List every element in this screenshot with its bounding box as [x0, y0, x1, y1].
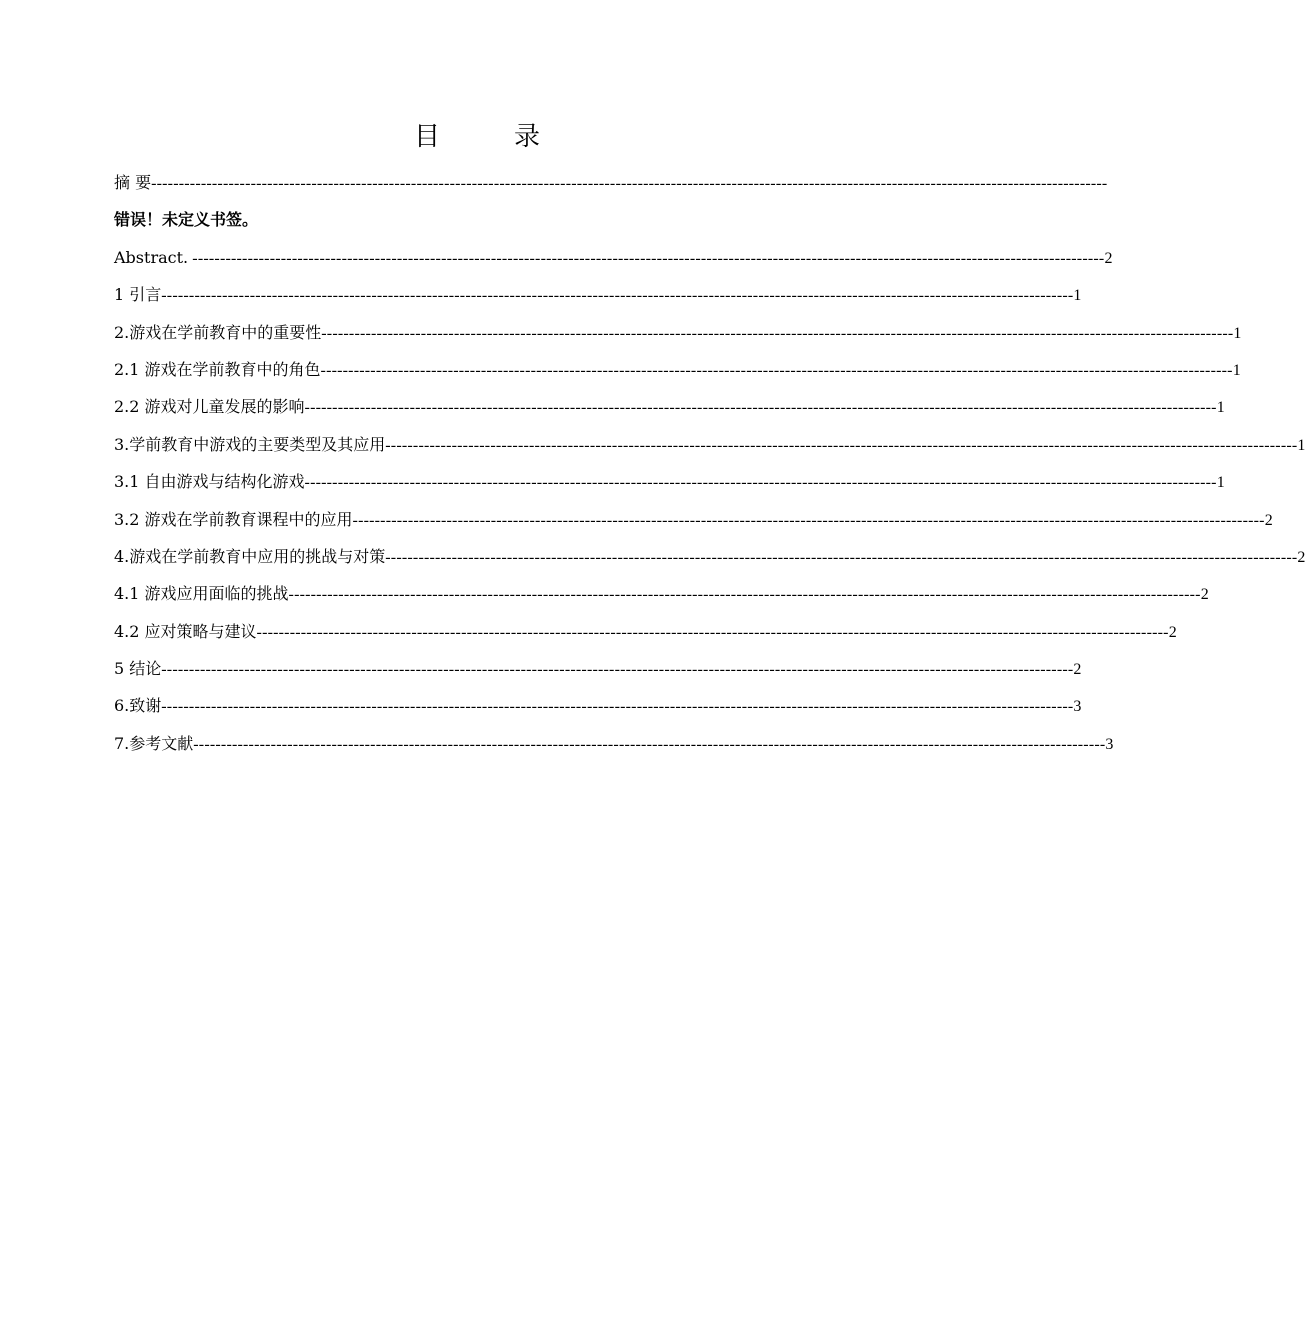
toc-entry-section-4-1[interactable]: [114, 581, 1209, 618]
toc-entry-abstract[interactable]: [114, 245, 1113, 282]
toc-leader: ---------------------------------------------------------------------------------------------------------------------------------------------------------------------: [304, 399, 1217, 417]
toc-entry-section-2-2[interactable]: [114, 394, 1225, 431]
toc-entry-label: 4.2 应对策略与建议: [114, 621, 257, 641]
toc-entry-label: 1 引言: [114, 285, 162, 305]
toc-page-number: 1: [1232, 361, 1241, 379]
toc-entry-section-2-1[interactable]: [114, 357, 1241, 394]
toc-leader: ---------------------------------------------------------------------------------------------------------------------------------------------------------------------: [161, 698, 1074, 716]
toc-title: 目 录: [413, 122, 564, 152]
toc-bookmark-error: 错误！未定义书签。: [114, 210, 259, 230]
toc-entry-acknowledgements[interactable]: [114, 693, 1082, 730]
toc-leader: ---------------------------------------------------------------------------------------------------------------------------------------------------------------------: [256, 623, 1169, 641]
toc-entry-section-2[interactable]: [114, 320, 1242, 357]
toc-leader: ---------------------------------------------------------------------------------------------------------------------------------------------------------------------: [193, 735, 1106, 753]
toc-entry-references[interactable]: [114, 731, 1114, 768]
toc-entry-section-3-2[interactable]: [114, 507, 1273, 544]
toc-leader: ---------------------------------------------------------------------------------------------------------------------------------------------------------------------: [304, 474, 1217, 492]
toc-entry-label: 7.参考文献: [114, 733, 194, 753]
toc-entry-label: 摘 要: [114, 173, 152, 192]
toc-entry-section-4[interactable]: [114, 544, 1305, 581]
toc-entry-label: 3.学前教育中游戏的主要类型及其应用: [114, 434, 386, 454]
toc-leader: ---------------------------------------------------------------------------------------------------------------------------------------------------------------------: [188, 249, 1105, 267]
toc-page-number: 2: [1264, 511, 1273, 529]
toc-page-number: 3: [1105, 735, 1114, 753]
toc-entry-label: 4.1 游戏应用面临的挑战: [114, 584, 289, 604]
toc-entry-label: 4.游戏在学前教育中应用的挑战与对策: [114, 546, 386, 566]
toc-leader: ---------------------------------------------------------------------------------------------------------------------------------------------------------------------: [161, 661, 1074, 679]
toc-entry-label: 5 结论: [114, 659, 162, 679]
toc-page-number: 2: [1073, 661, 1082, 679]
toc-page-number: 3: [1073, 698, 1082, 716]
toc-leader: -----------------------------------------------------------------------------------------------------------------------------------------------------------------------------: [151, 175, 1108, 192]
toc-page-number: 1: [1297, 436, 1305, 454]
toc-entry-label: Abstract.: [114, 247, 189, 267]
toc-page-number: 2: [1297, 548, 1305, 566]
toc-entry-label: 2.游戏在学前教育中的重要性: [114, 322, 322, 342]
toc-page-number: 1: [1073, 287, 1082, 305]
toc-entry-label: 2.2 游戏对儿童发展的影响: [114, 397, 305, 417]
toc-entry-label: 2.1 游戏在学前教育中的角色: [114, 359, 321, 379]
toc-leader: ---------------------------------------------------------------------------------------------------------------------------------------------------------------------: [288, 586, 1201, 604]
toc-page-number: 1: [1233, 324, 1242, 342]
toc-entry-section-3[interactable]: [114, 432, 1305, 469]
toc-entry-introduction[interactable]: [114, 282, 1082, 319]
toc-page-number: 1: [1216, 399, 1225, 417]
toc-entry-label: 3.1 自由游戏与结构化游戏: [114, 472, 305, 492]
toc-page-number: 1: [1216, 474, 1225, 492]
toc-list: [114, 170, 1305, 768]
toc-leader: ---------------------------------------------------------------------------------------------------------------------------------------------------------------------: [321, 324, 1234, 342]
toc-leader: ---------------------------------------------------------------------------------------------------------------------------------------------------------------------: [161, 287, 1074, 305]
toc-entry-section-3-1[interactable]: [114, 469, 1225, 506]
toc-leader: ---------------------------------------------------------------------------------------------------------------------------------------------------------------------: [320, 361, 1233, 379]
toc-entry-section-4-2[interactable]: [114, 619, 1177, 656]
toc-entry-abstract-cn[interactable]: [114, 170, 1108, 207]
toc-leader: ---------------------------------------------------------------------------------------------------------------------------------------------------------------------: [352, 511, 1265, 529]
toc-page-number: 2: [1200, 586, 1209, 604]
toc-entry-label: 6.致谢: [114, 696, 162, 716]
toc-entry-label: 3.2 游戏在学前教育课程中的应用: [114, 509, 353, 529]
toc-page-number: 2: [1168, 623, 1177, 641]
toc-leader: ---------------------------------------------------------------------------------------------------------------------------------------------------------------------: [385, 436, 1298, 454]
toc-entry-conclusion[interactable]: [114, 656, 1082, 693]
toc-leader: ---------------------------------------------------------------------------------------------------------------------------------------------------------------------: [385, 548, 1298, 566]
toc-page-number: 2: [1104, 249, 1113, 267]
